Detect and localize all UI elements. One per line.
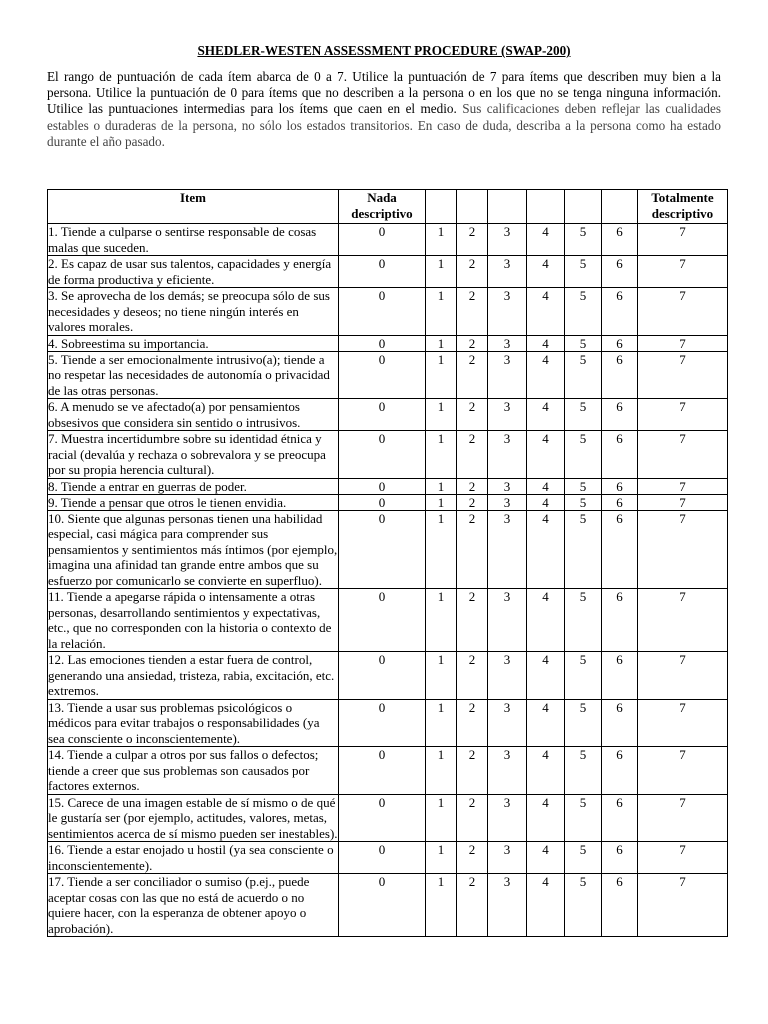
item-text: 12. Las emociones tienden a estar fuera de control, generando una ansiedad, tristeza, rabia, excitación, etc. extremos. (48, 652, 339, 700)
score-option-6[interactable]: 6 (602, 399, 638, 431)
item-text: 15. Carece de una imagen estable de sí mismo o de qué le gustaría ser (por ejemplo, actitudes, valores, metas, sentimientos acerca de sí mismo pueden ser inestables). (48, 794, 338, 841)
table-row (48, 351, 728, 399)
score-option-3[interactable]: 3 (488, 478, 527, 494)
score-option-3[interactable]: 3 (488, 747, 527, 795)
table-row (48, 478, 728, 494)
score-option-0[interactable]: 0 (339, 399, 426, 431)
score-option-3[interactable]: 3 (488, 335, 527, 351)
table-row (48, 224, 728, 256)
table-row (48, 699, 728, 747)
score-option-6[interactable]: 6 (602, 699, 638, 747)
header-score-3 (488, 190, 527, 224)
table-body (48, 224, 728, 937)
score-option-4[interactable]: 4 (527, 478, 565, 494)
header-score-6 (602, 190, 638, 224)
score-option-2[interactable]: 2 (457, 478, 488, 494)
item-text: 4. Sobreestima su importancia. (48, 335, 339, 351)
score-option-4[interactable]: 4 (527, 699, 565, 747)
score-option-1[interactable]: 1 (426, 842, 457, 874)
score-option-5[interactable]: 5 (565, 494, 602, 510)
score-option-1[interactable]: 1 (426, 794, 457, 842)
table-row (48, 794, 728, 842)
score-option-3[interactable]: 3 (488, 874, 527, 937)
score-option-4[interactable]: 4 (527, 256, 565, 288)
item-text: 11. Tiende a apegarse rápida o intensamente a otras personas, desarrollando sentimientos y expectativas, etc., que no corresponden con la historia o contexto de la relación. (48, 589, 339, 652)
score-option-0[interactable]: 0 (339, 874, 426, 937)
header-item: Item (48, 190, 339, 224)
score-option-2[interactable]: 2 (457, 335, 488, 351)
score-option-4[interactable]: 4 (527, 794, 565, 842)
score-option-7[interactable]: 7 (638, 842, 728, 874)
score-option-2[interactable]: 2 (457, 351, 488, 399)
score-option-2[interactable]: 2 (457, 652, 488, 700)
item-text: 8. Tiende a entrar en guerras de poder. (48, 478, 339, 494)
score-option-7[interactable]: 7 (638, 747, 728, 795)
score-option-0[interactable]: 0 (339, 335, 426, 351)
score-option-7[interactable]: 7 (638, 794, 728, 842)
score-option-4[interactable]: 4 (527, 351, 565, 399)
header-score-1 (426, 190, 457, 224)
score-option-3[interactable]: 3 (488, 510, 527, 589)
score-option-6[interactable]: 6 (602, 747, 638, 795)
table-row (48, 335, 728, 351)
item-text: 9. Tiende a pensar que otros le tienen envidia. (48, 494, 339, 510)
score-option-3[interactable]: 3 (488, 256, 527, 288)
score-option-7[interactable]: 7 (638, 478, 728, 494)
item-text: 1. Tiende a culparse o sentirse responsable de cosas malas que suceden. (48, 224, 339, 256)
score-option-2[interactable]: 2 (457, 842, 488, 874)
score-option-1[interactable]: 1 (426, 699, 457, 747)
score-option-1[interactable]: 1 (426, 589, 457, 652)
score-option-5[interactable]: 5 (565, 747, 602, 795)
header-score-4 (527, 190, 565, 224)
item-text: 10. Siente que algunas personas tienen una habilidad especial, casi mágica para comprender sus pensamientos y sentimientos más íntimos (por ejemplo, imagina una afinidad tan grande entre ambos que su esfuerzo por comunicarlo se convierte en superfluo). (48, 510, 338, 588)
score-option-3[interactable]: 3 (488, 589, 527, 652)
item-text: 16. Tiende a estar enojado u hostil (ya sea consciente o inconscientemente). (48, 842, 339, 874)
item-text: 17. Tiende a ser conciliador o sumiso (p.ej., puede aceptar cosas con las que no está de acuerdo o no quiere hacer, con la esperanza de obtener apoyo o aprobación). (48, 874, 339, 937)
score-option-6[interactable]: 6 (602, 652, 638, 700)
score-option-3[interactable]: 3 (488, 794, 527, 842)
score-option-4[interactable]: 4 (527, 335, 565, 351)
score-option-0[interactable]: 0 (339, 431, 426, 479)
score-option-7[interactable]: 7 (638, 256, 728, 288)
score-option-4[interactable]: 4 (527, 589, 565, 652)
score-option-1[interactable]: 1 (426, 431, 457, 479)
score-option-4[interactable]: 4 (527, 874, 565, 937)
score-option-4[interactable]: 4 (527, 842, 565, 874)
score-option-4[interactable]: 4 (527, 510, 565, 589)
score-option-6[interactable]: 6 (602, 794, 638, 842)
table-row (48, 494, 728, 510)
item-text: 7. Muestra incertidumbre sobre su identidad étnica y racial (devalúa y rechaza o sobrevalora y se preocupa por su propia herencia cultural). (48, 431, 339, 479)
score-option-0[interactable]: 0 (339, 652, 426, 700)
score-option-5[interactable]: 5 (565, 652, 602, 700)
score-option-4[interactable]: 4 (527, 399, 565, 431)
score-option-0[interactable]: 0 (339, 478, 426, 494)
score-option-7[interactable]: 7 (638, 431, 728, 479)
score-option-0[interactable]: 0 (339, 288, 426, 336)
score-option-6[interactable]: 6 (602, 510, 638, 589)
score-option-3[interactable]: 3 (488, 699, 527, 747)
score-option-6[interactable]: 6 (602, 842, 638, 874)
score-option-4[interactable]: 4 (527, 288, 565, 336)
score-option-7[interactable]: 7 (638, 874, 728, 937)
score-option-3[interactable]: 3 (488, 842, 527, 874)
score-option-6[interactable]: 6 (602, 874, 638, 937)
item-text: 3. Se aprovecha de los demás; se preocupa sólo de sus necesidades y deseos; no tiene ningún interés en valores morales. (48, 288, 339, 336)
score-option-5[interactable]: 5 (565, 699, 602, 747)
item-text: 2. Es capaz de usar sus talentos, capacidades y energía de forma productiva y eficiente. (48, 256, 339, 288)
score-option-1[interactable]: 1 (426, 335, 457, 351)
score-option-0[interactable]: 0 (339, 747, 426, 795)
score-option-5[interactable]: 5 (565, 224, 602, 256)
header-totalmente-descriptivo: Totalmente descriptivo (638, 190, 728, 224)
score-option-6[interactable]: 6 (602, 224, 638, 256)
score-option-5[interactable]: 5 (565, 589, 602, 652)
score-option-1[interactable]: 1 (426, 747, 457, 795)
instructions-main-text: El rango de puntuación de cada ítem abarca de 0 a 7. Utilice la puntuación de 7 para ítems que describen muy bien a la persona. Utilice la puntuación de 0 para ítems que no describen a la persona o en los que no se tenga ninguna información. Utilice las puntuaciones intermedias para los ítems que caen en el medio. (47, 69, 721, 117)
table-row (48, 874, 728, 937)
score-option-2[interactable]: 2 (457, 747, 488, 795)
score-option-7[interactable]: 7 (638, 510, 728, 589)
score-option-5[interactable]: 5 (565, 510, 602, 589)
score-option-4[interactable]: 4 (527, 494, 565, 510)
score-option-3[interactable]: 3 (488, 652, 527, 700)
score-option-5[interactable]: 5 (565, 431, 602, 479)
score-option-0[interactable]: 0 (339, 351, 426, 399)
score-option-7[interactable]: 7 (638, 399, 728, 431)
table-row (48, 510, 728, 589)
score-option-0[interactable]: 0 (339, 494, 426, 510)
score-option-7[interactable]: 7 (638, 589, 728, 652)
score-option-5[interactable]: 5 (565, 288, 602, 336)
score-option-0[interactable]: 0 (339, 589, 426, 652)
score-option-7[interactable]: 7 (638, 288, 728, 336)
score-option-5[interactable]: 5 (565, 351, 602, 399)
score-option-0[interactable]: 0 (339, 842, 426, 874)
table-header-row (48, 190, 728, 224)
score-option-7[interactable]: 7 (638, 699, 728, 747)
score-option-1[interactable]: 1 (426, 494, 457, 510)
score-option-2[interactable]: 2 (457, 288, 488, 336)
score-option-7[interactable]: 7 (638, 494, 728, 510)
score-option-2[interactable]: 2 (457, 494, 488, 510)
table-row (48, 399, 728, 431)
score-option-6[interactable]: 6 (602, 335, 638, 351)
score-option-5[interactable]: 5 (565, 874, 602, 937)
score-option-1[interactable]: 1 (426, 510, 457, 589)
table-row (48, 589, 728, 652)
score-option-4[interactable]: 4 (527, 431, 565, 479)
score-option-2[interactable]: 2 (457, 794, 488, 842)
score-option-2[interactable]: 2 (457, 256, 488, 288)
table-row (48, 288, 728, 336)
score-option-1[interactable]: 1 (426, 652, 457, 700)
score-option-5[interactable]: 5 (565, 256, 602, 288)
document-title: SHEDLER-WESTEN ASSESSMENT PROCEDURE (SWAP-200) (197, 43, 571, 58)
header-nada-descriptivo: Nada descriptivo (339, 190, 426, 224)
table-row (48, 747, 728, 795)
table-row (48, 652, 728, 700)
score-option-2[interactable]: 2 (457, 224, 488, 256)
score-option-0[interactable]: 0 (339, 256, 426, 288)
item-text: 5. Tiende a ser emocionalmente intrusivo(a); tiende a no respetar las necesidades de autonomía o privacidad de las otras personas. (48, 351, 339, 399)
header-score-5 (565, 190, 602, 224)
score-option-0[interactable]: 0 (339, 510, 426, 589)
score-option-3[interactable]: 3 (488, 431, 527, 479)
item-text: 13. Tiende a usar sus problemas psicológicos o médicos para evitar trabajos o responsabilidades (ya sea consciente o inconscientemente). (48, 699, 339, 747)
score-option-5[interactable]: 5 (565, 399, 602, 431)
score-option-2[interactable]: 2 (457, 510, 488, 589)
score-option-1[interactable]: 1 (426, 351, 457, 399)
score-option-2[interactable]: 2 (457, 699, 488, 747)
score-option-6[interactable]: 6 (602, 478, 638, 494)
score-option-6[interactable]: 6 (602, 351, 638, 399)
score-option-6[interactable]: 6 (602, 589, 638, 652)
score-option-4[interactable]: 4 (527, 747, 565, 795)
score-option-2[interactable]: 2 (457, 589, 488, 652)
score-option-4[interactable]: 4 (527, 224, 565, 256)
score-option-5[interactable]: 5 (565, 794, 602, 842)
score-option-6[interactable]: 6 (602, 494, 638, 510)
table-row (48, 431, 728, 479)
score-option-6[interactable]: 6 (602, 256, 638, 288)
item-text: 14. Tiende a culpar a otros por sus fallos o defectos; tiende a creer que sus problemas son causados por factores externos. (48, 747, 339, 795)
score-option-3[interactable]: 3 (488, 399, 527, 431)
score-option-6[interactable]: 6 (602, 288, 638, 336)
score-option-1[interactable]: 1 (426, 874, 457, 937)
score-option-1[interactable]: 1 (426, 256, 457, 288)
score-option-2[interactable]: 2 (457, 399, 488, 431)
score-option-1[interactable]: 1 (426, 399, 457, 431)
score-option-5[interactable]: 5 (565, 335, 602, 351)
score-option-0[interactable]: 0 (339, 794, 426, 842)
score-option-3[interactable]: 3 (488, 494, 527, 510)
header-score-2 (457, 190, 488, 224)
score-option-6[interactable]: 6 (602, 431, 638, 479)
score-option-2[interactable]: 2 (457, 874, 488, 937)
score-option-5[interactable]: 5 (565, 842, 602, 874)
table-row (48, 842, 728, 874)
score-option-1[interactable]: 1 (426, 288, 457, 336)
score-option-7[interactable]: 7 (638, 224, 728, 256)
score-option-3[interactable]: 3 (488, 224, 527, 256)
score-option-3[interactable]: 3 (488, 288, 527, 336)
score-option-5[interactable]: 5 (565, 478, 602, 494)
table-row (48, 256, 728, 288)
score-option-3[interactable]: 3 (488, 351, 527, 399)
score-option-7[interactable]: 7 (638, 351, 728, 399)
score-option-1[interactable]: 1 (426, 478, 457, 494)
item-text: 6. A menudo se ve afectado(a) por pensamientos obsesivos que considera sin sentido o intrusivos. (48, 399, 339, 431)
score-option-1[interactable]: 1 (426, 224, 457, 256)
score-option-0[interactable]: 0 (339, 224, 426, 256)
score-option-7[interactable]: 7 (638, 652, 728, 700)
score-option-4[interactable]: 4 (527, 652, 565, 700)
swap-rating-table (47, 189, 728, 937)
instructions-secondary-text: Sus calificaciones deben reflejar las cualidades estables o duraderas de la persona, no sólo los estados transitorios. En caso de duda, describa a la persona como ha estado durante el año pasado. (47, 101, 721, 149)
score-option-7[interactable]: 7 (638, 335, 728, 351)
score-option-0[interactable]: 0 (339, 699, 426, 747)
instructions-paragraph (47, 69, 721, 150)
score-option-2[interactable]: 2 (457, 431, 488, 479)
